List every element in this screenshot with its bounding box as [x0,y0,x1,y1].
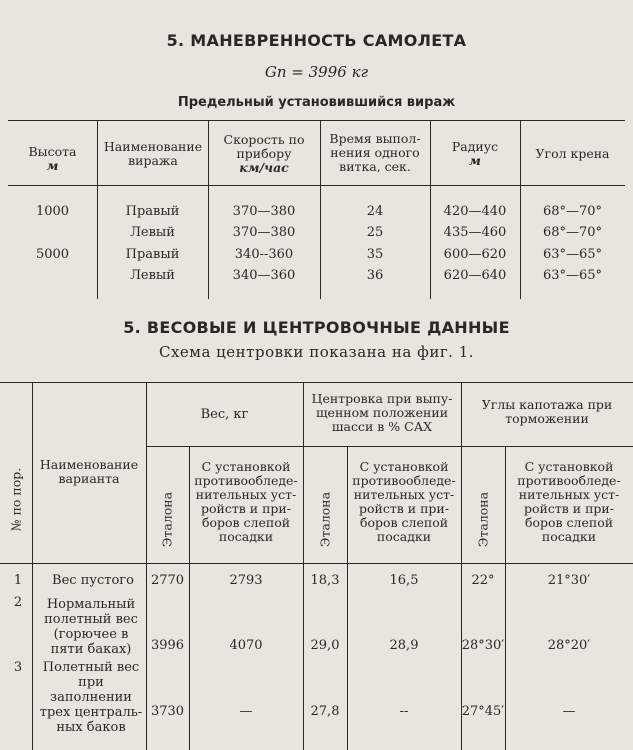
header-weight: Вес, кг [200,407,249,422]
header-centering-install: С установкой противообледе-нительных уст-ройств и при-боров слепой посадки [352,459,456,544]
header-radius: Радиус м [451,139,499,168]
header-weight-install: С установкой противообледе-нительных уст-ройств и при-боров слепой посадки [194,459,298,544]
header-time: Время выпол-нения одного витка, сек. [329,131,421,174]
header-centering: Центровка при выпу-щенном положении шасси в % САХ [311,391,453,434]
header-altitude: Высота м [28,144,77,173]
header-angles: Углы капотажа при торможении [481,397,613,426]
header-bank: Угол крена [535,146,610,161]
header-weight-etalon: Эталона [159,491,175,548]
header-turn: Наименование виража [103,139,203,168]
section2-subtitle: Схема центровки показана на фиг. 1. [158,343,475,361]
header-num: № по пор. [8,467,24,532]
header-name: Наименование варианта [39,457,139,486]
header-speed: Скорость по прибору км/час [223,132,305,175]
section1-title: 5. МАНЕВРЕННОСТЬ САМОЛЕТА [166,31,467,50]
weight-formula: Gп = 3996 кг [264,63,369,81]
header-angles-etalon: Эталона [475,491,491,548]
header-centering-etalon: Эталона [317,491,333,548]
section1-subtitle: Предельный установившийся вираж [177,95,456,110]
header-angles-install: С установкой противообледе-нительных уст-ройств и при-боров слепой посадки [517,459,621,544]
section2-title: 5. ВЕСОВЫЕ И ЦЕНТРОВОЧНЫЕ ДАННЫЕ [123,318,510,337]
